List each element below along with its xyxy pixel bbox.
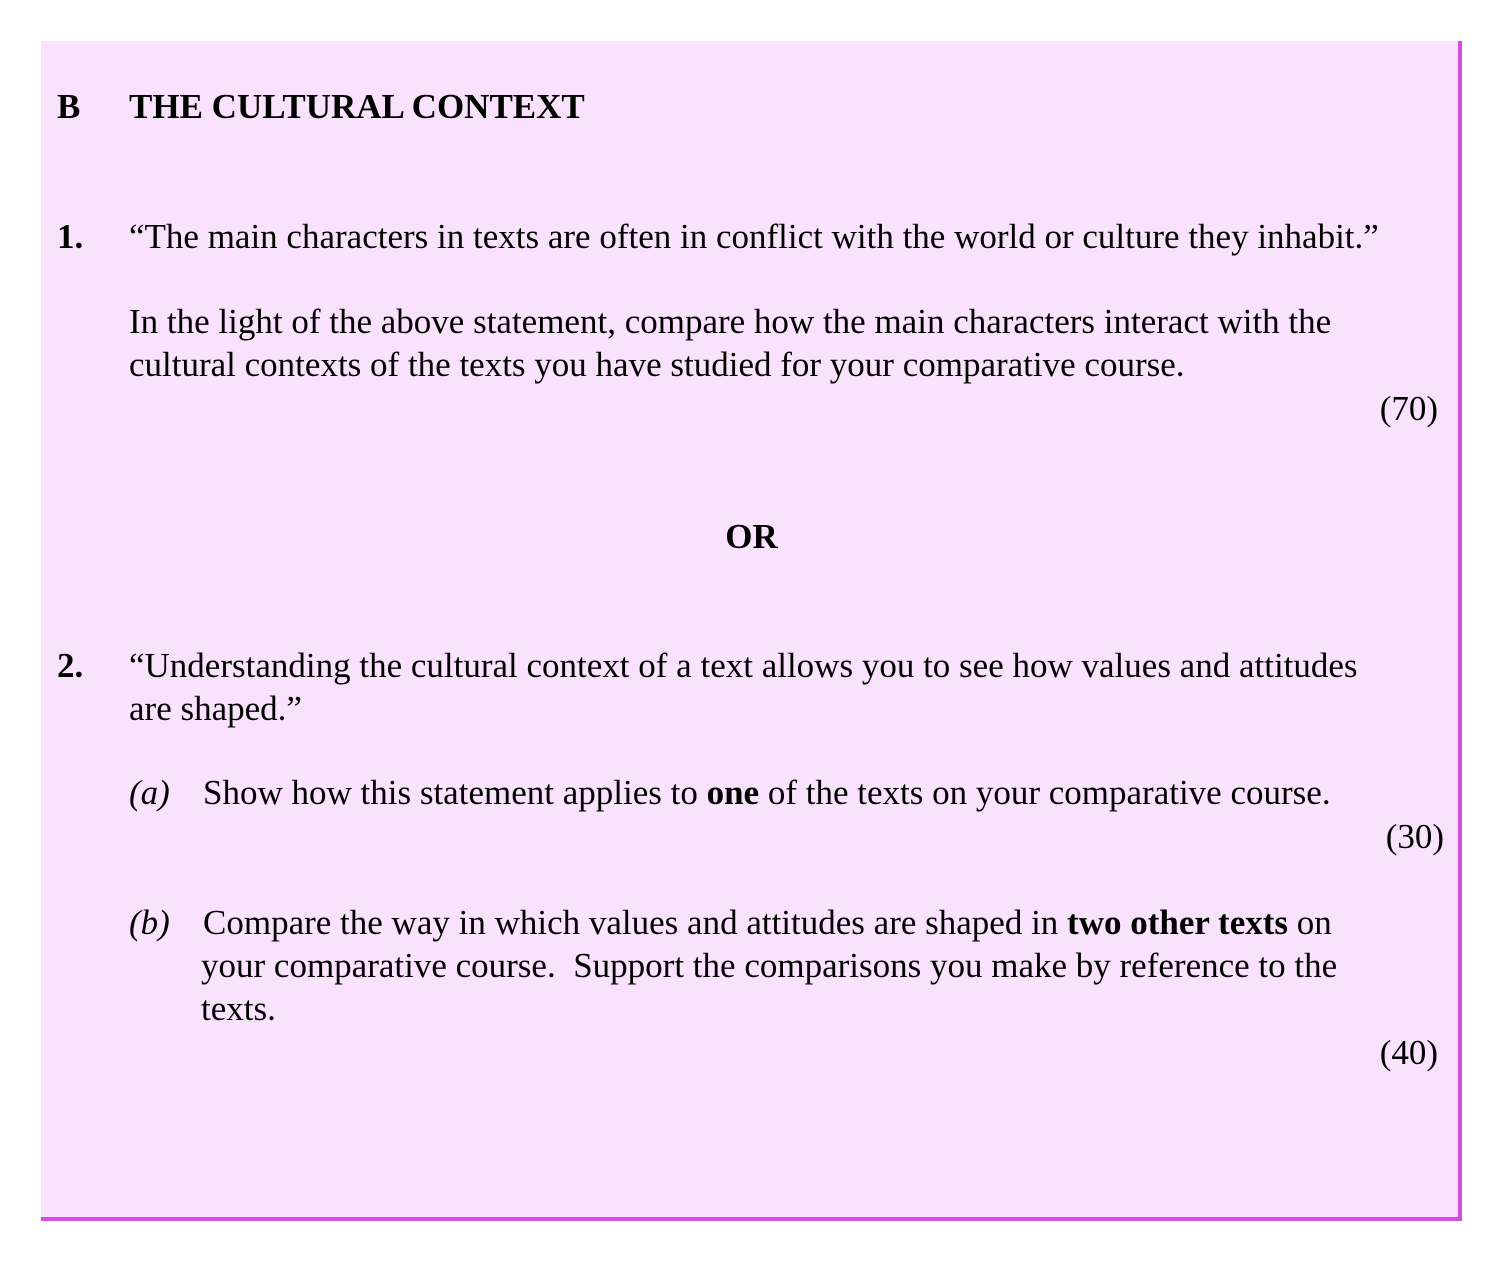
section-letter: B <box>57 87 81 126</box>
part-a-text-after: of the texts on your comparative course. <box>759 773 1331 812</box>
question-2-quote-line-2: are shaped.” <box>129 689 302 728</box>
or-separator: OR <box>725 517 778 556</box>
part-b-line-1 <box>203 901 1332 944</box>
part-b-line-2: your comparative course. Support the comparisons you make by reference to the <box>201 946 1338 985</box>
part-a-text <box>203 771 1331 814</box>
question-1-quote: “The main characters in texts are often in conflict with the world or culture they inhabit.” <box>129 217 1379 256</box>
part-b-line-1-before: Compare the way in which values and attitudes are shaped in <box>203 903 1068 942</box>
question-1-instruction-line-2: cultural contexts of the texts you have studied for your comparative course. <box>129 345 1185 384</box>
part-b-marks: (40) <box>1379 1033 1438 1072</box>
part-b-line-1-after: on <box>1288 903 1332 942</box>
question-2-quote-line-1: “Understanding the cultural context of a text allows you to see how values and attitudes <box>129 646 1358 685</box>
part-a-text-bold: one <box>706 773 760 812</box>
part-a-label: (a) <box>129 773 170 812</box>
question-1-number: 1. <box>57 217 84 256</box>
part-a-marks: (30) <box>1385 817 1444 856</box>
part-b-line-3: texts. <box>201 989 276 1028</box>
question-2-number: 2. <box>57 646 84 685</box>
part-a-text-before: Show how this statement applies to <box>203 773 707 812</box>
question-1-marks: (70) <box>1379 389 1438 428</box>
part-b-line-1-bold: two other texts <box>1067 903 1289 942</box>
question-1-instruction-line-1: In the light of the above statement, compare how the main characters interact with the <box>129 302 1332 341</box>
section-title: THE CULTURAL CONTEXT <box>129 87 585 126</box>
part-b-label: (b) <box>129 903 170 942</box>
